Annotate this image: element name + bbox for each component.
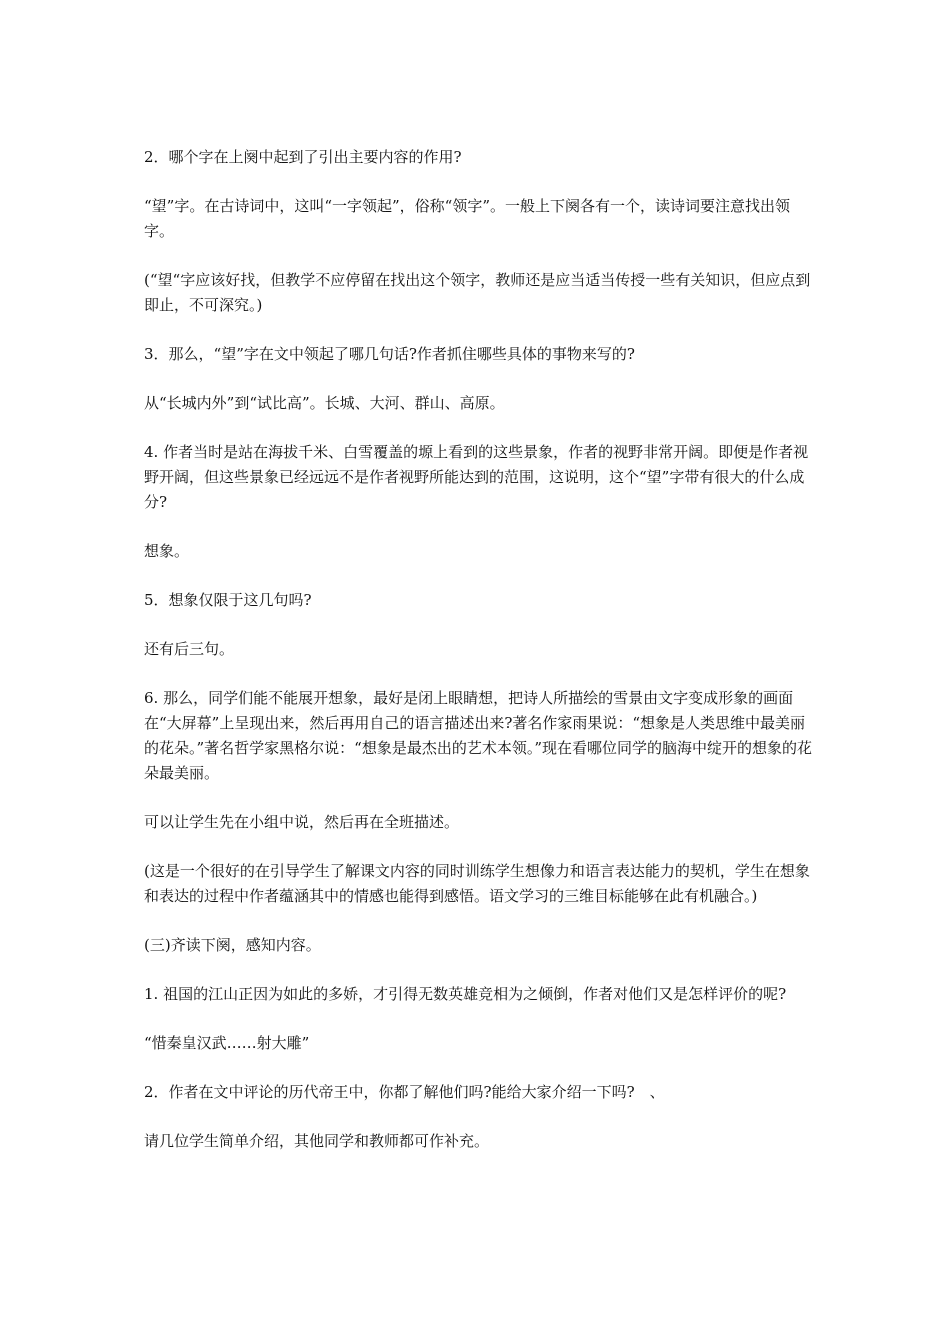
answer-3: 从“长城内外”到“试比高”。长城、大河、群山、高原。 [144, 394, 505, 412]
section-heading-3: (三)齐读下阕，感知内容。 [144, 936, 321, 954]
answer-lower-2: 请几位学生简单介绍，其他同学和教师都可作补充。 [144, 1132, 490, 1150]
question-2: 2．哪个字在上阕中起到了引出主要内容的作用? [144, 148, 462, 166]
answer-2: “望”字。在古诗词中，这叫“一字领起”，俗称“领字”。一般上下阕各有一个，读诗词要注意找出领字。 [144, 197, 791, 240]
teaching-note-6: (这是一个很好的在引导学生了解课文内容的同时训练学生想像力和语言表达能力的契机，学生在想象和表达的过程中作者蕴涵其中的情感也能得到感悟。语文学习的三维目标能够在此有机融合。) [144, 862, 810, 905]
answer-5: 还有后三句。 [144, 640, 235, 658]
answer-lower-1: “惜秦皇汉武……射大雕” [144, 1034, 310, 1052]
question-lower-2: 2．作者在文中评论的历代帝王中，你都了解他们吗?能给大家介绍一下吗? 、 [144, 1083, 665, 1101]
answer-4: 想象。 [144, 542, 190, 560]
document-page [144, 145, 814, 1178]
question-lower-1: 1. 祖国的江山正因为如此的多娇，才引得无数英雄竞相为之倾倒，作者对他们又是怎样评价的呢? [144, 985, 787, 1003]
question-4: 4. 作者当时是站在海拔千米、白雪覆盖的塬上看到的这些景象，作者的视野非常开阔。即便是作者视野开阔，但这些景象已经远远不是作者视野所能达到的范围，这说明，这个“望”字带有很大的什么成分? [144, 443, 809, 511]
teaching-note-2: (“望“字应该好找，但教学不应停留在找出这个领字，教师还是应当适当传授一些有关知识，但应点到即止，不可深究。) [144, 271, 811, 314]
question-5: 5．想象仅限于这几句吗? [144, 591, 312, 609]
question-6: 6. 那么，同学们能不能展开想象，最好是闭上眼睛想，把诗人所描绘的雪景由文字变成形象的画面在“大屏幕”上呈现出来，然后再用自己的语言描述出来?著名作家雨果说：“想象是人类思维中最美丽的花朵。”著名哲学家黑格尔说：“想象是最杰出的艺术本领。”现在看哪位同学的脑海中绽开的想象的花朵最美丽。 [144, 689, 813, 782]
answer-6: 可以让学生先在小组中说，然后再在全班描述。 [144, 813, 460, 831]
question-3: 3．那么，“望”字在文中领起了哪几句话?作者抓住哪些具体的事物来写的? [144, 345, 635, 363]
